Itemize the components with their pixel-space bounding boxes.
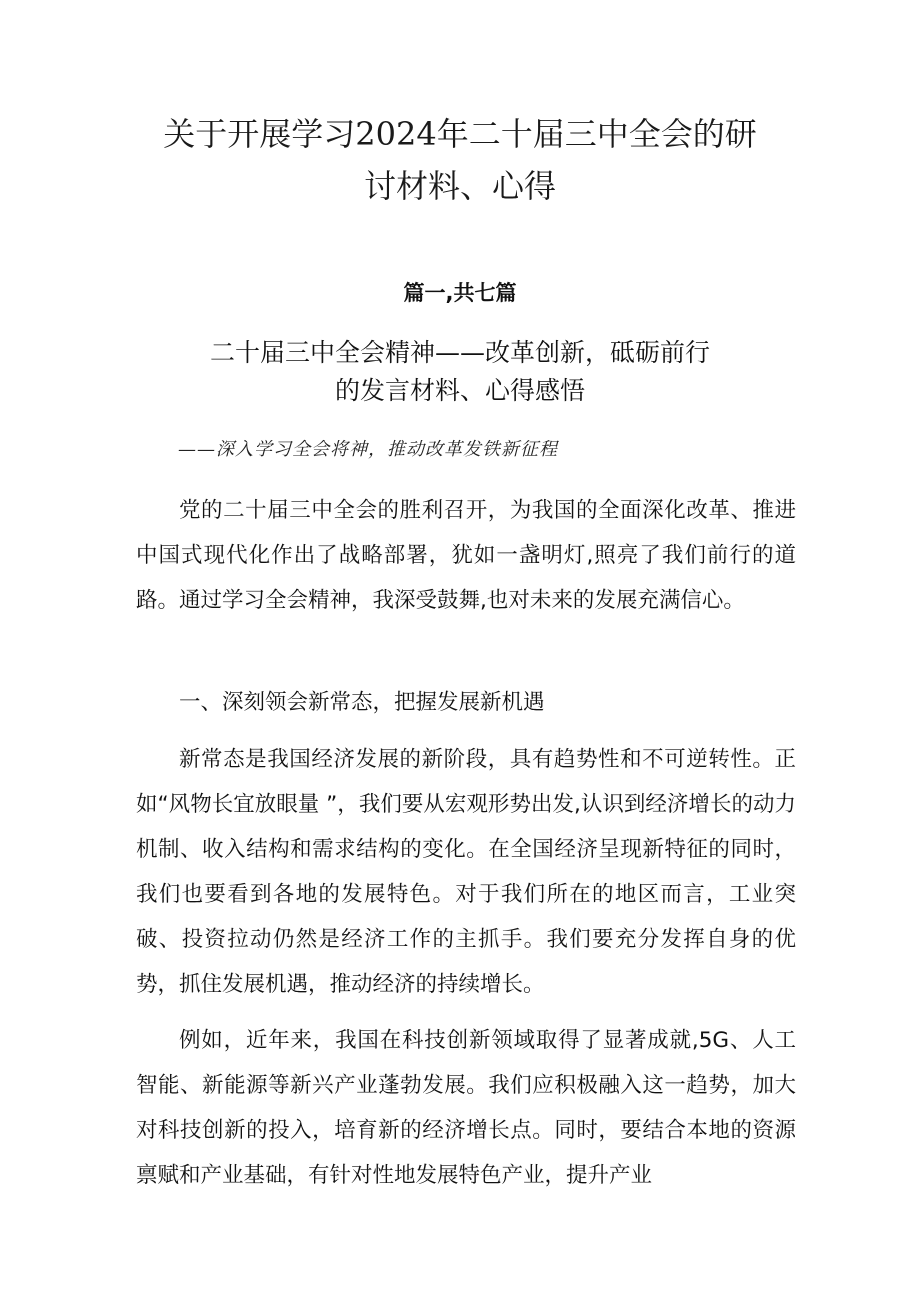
section-label: 篇一,共七篇 bbox=[403, 281, 517, 305]
body-paragraph-3: 例如，近年来，我国在科技创新领域取得了显著成就,5G、人工智能、新能源等新兴产业蓬勃发展。我们应积极融入这一趋势，加大对科技创新的投入，培育新的经济增长点。同时，要结合本地的资源禀赋和产业基础，有针对性地发展特色产业，提升产业 bbox=[136, 1028, 796, 1188]
document-title-line-2: 讨材料、心得 bbox=[363, 167, 556, 205]
section-heading-1: 一、深刻领会新常态，把握发展新机遇 bbox=[179, 690, 545, 715]
document-title-line-1: 关于开展学习2024年二十届三中全会的研 bbox=[163, 115, 757, 153]
article-title-line-1: 二十届三中全会精神——改革创新，砥砺前行 bbox=[209, 338, 710, 367]
document-title bbox=[0, 108, 920, 212]
article-subtitle: ——深入学习全会将神，推动改革发铁新征程 bbox=[178, 439, 558, 460]
body-paragraph-1: 党的二十届三中全会的胜利召开，为我国的全面深化改革、推进中国式现代化作出了战略部署，犹如一盏明灯,照亮了我们前行的道路。通过学习全会精神，我深受鼓舞,也对未来的发展充满信心。 bbox=[136, 498, 796, 613]
article-title bbox=[0, 334, 920, 410]
body-paragraph-2: 新常态是我国经济发展的新阶段，具有趋势性和不可逆转性。正如“风物长宜放眼量 ”，我们要从宏观形势出发,认识到经济增长的动力机制、收入结构和需求结构的变化。在全国经济呈现新特征的同时，我们也要看到各地的发展特色。对于我们所在的地区而言，工业突破、投资拉动仍然是经济工作的主抓手。我们要充分发挥自身的优势，抓住发展机遇，推动经济的持续增长。 bbox=[136, 747, 796, 997]
article-title-line-2: 的发言材料、心得感悟 bbox=[334, 376, 585, 405]
